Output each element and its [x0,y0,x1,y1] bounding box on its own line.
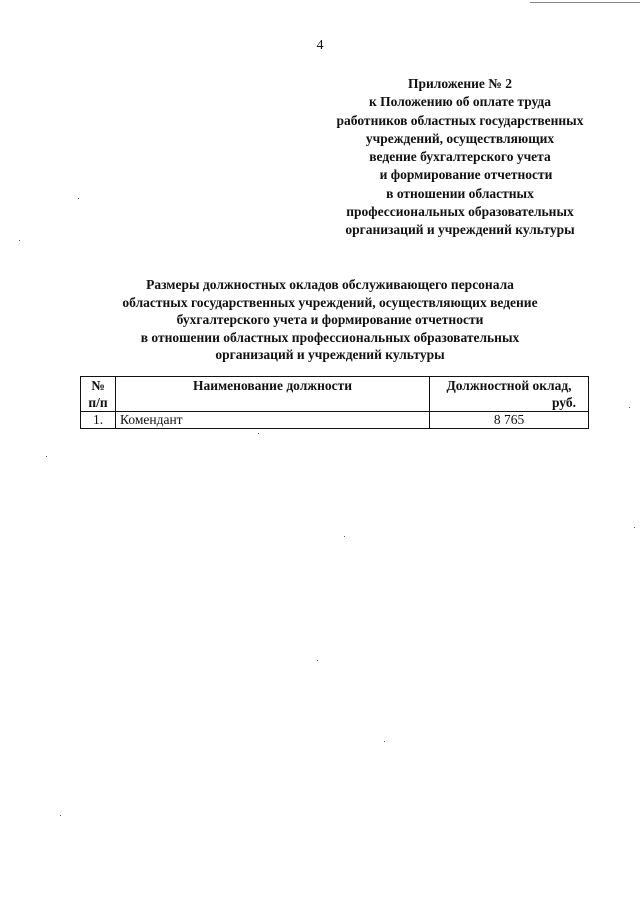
scan-speck [344,536,345,537]
appendix-line: в отношении областных [386,185,534,201]
title-line: областных государственных учреждений, осуществляющих ведение [122,294,538,310]
appendix-line: и формирование отчетности [379,167,553,183]
scan-speck [384,741,385,742]
table-row [81,412,589,429]
appendix-line: профессиональных образовательных [346,204,574,220]
row-salary: 8 765 [430,412,589,429]
scan-speck [634,527,635,528]
appendix-line: организаций и учреждений культуры [345,222,575,238]
scan-edge-line [530,2,640,3]
scan-speck [46,456,47,457]
title-line: организаций и учреждений культуры [215,347,445,363]
table-header-row [81,377,589,412]
salary-table [80,376,589,429]
header-salary-label: Должностной оклад, [446,378,572,393]
scan-speck [78,198,79,199]
appendix-line: ведение бухгалтерского учета [369,149,551,165]
scan-speck [60,815,61,816]
header-salary [430,377,589,412]
header-number-symbol: № [91,378,105,393]
scan-speck [629,407,630,408]
header-number [81,377,116,412]
page-number: 4 [316,38,324,53]
scan-speck [19,240,20,241]
scan-speck [317,660,318,661]
appendix-line: работников областных государственных [336,112,584,128]
appendix-title: Приложение № 2 [408,76,512,91]
row-number: 1. [81,412,116,429]
appendix-line: к Положению об оплате труда [368,94,552,110]
title-line: Размеры должностных окладов обслуживающего персонала [146,277,514,292]
scan-speck [258,433,259,434]
document-title [60,276,600,364]
title-line: бухгалтерского учета и формирование отчетности [176,312,484,328]
header-salary-unit: руб. [551,395,576,410]
appendix-header [300,75,620,240]
row-position-name: Комендант [116,412,430,429]
appendix-line: учреждений, осуществляющих [365,130,555,146]
header-number-abbrev: п/п [88,395,108,410]
title-line: в отношении областных профессиональных образовательных [140,329,520,345]
header-position-name: Наименование должности [116,377,430,412]
